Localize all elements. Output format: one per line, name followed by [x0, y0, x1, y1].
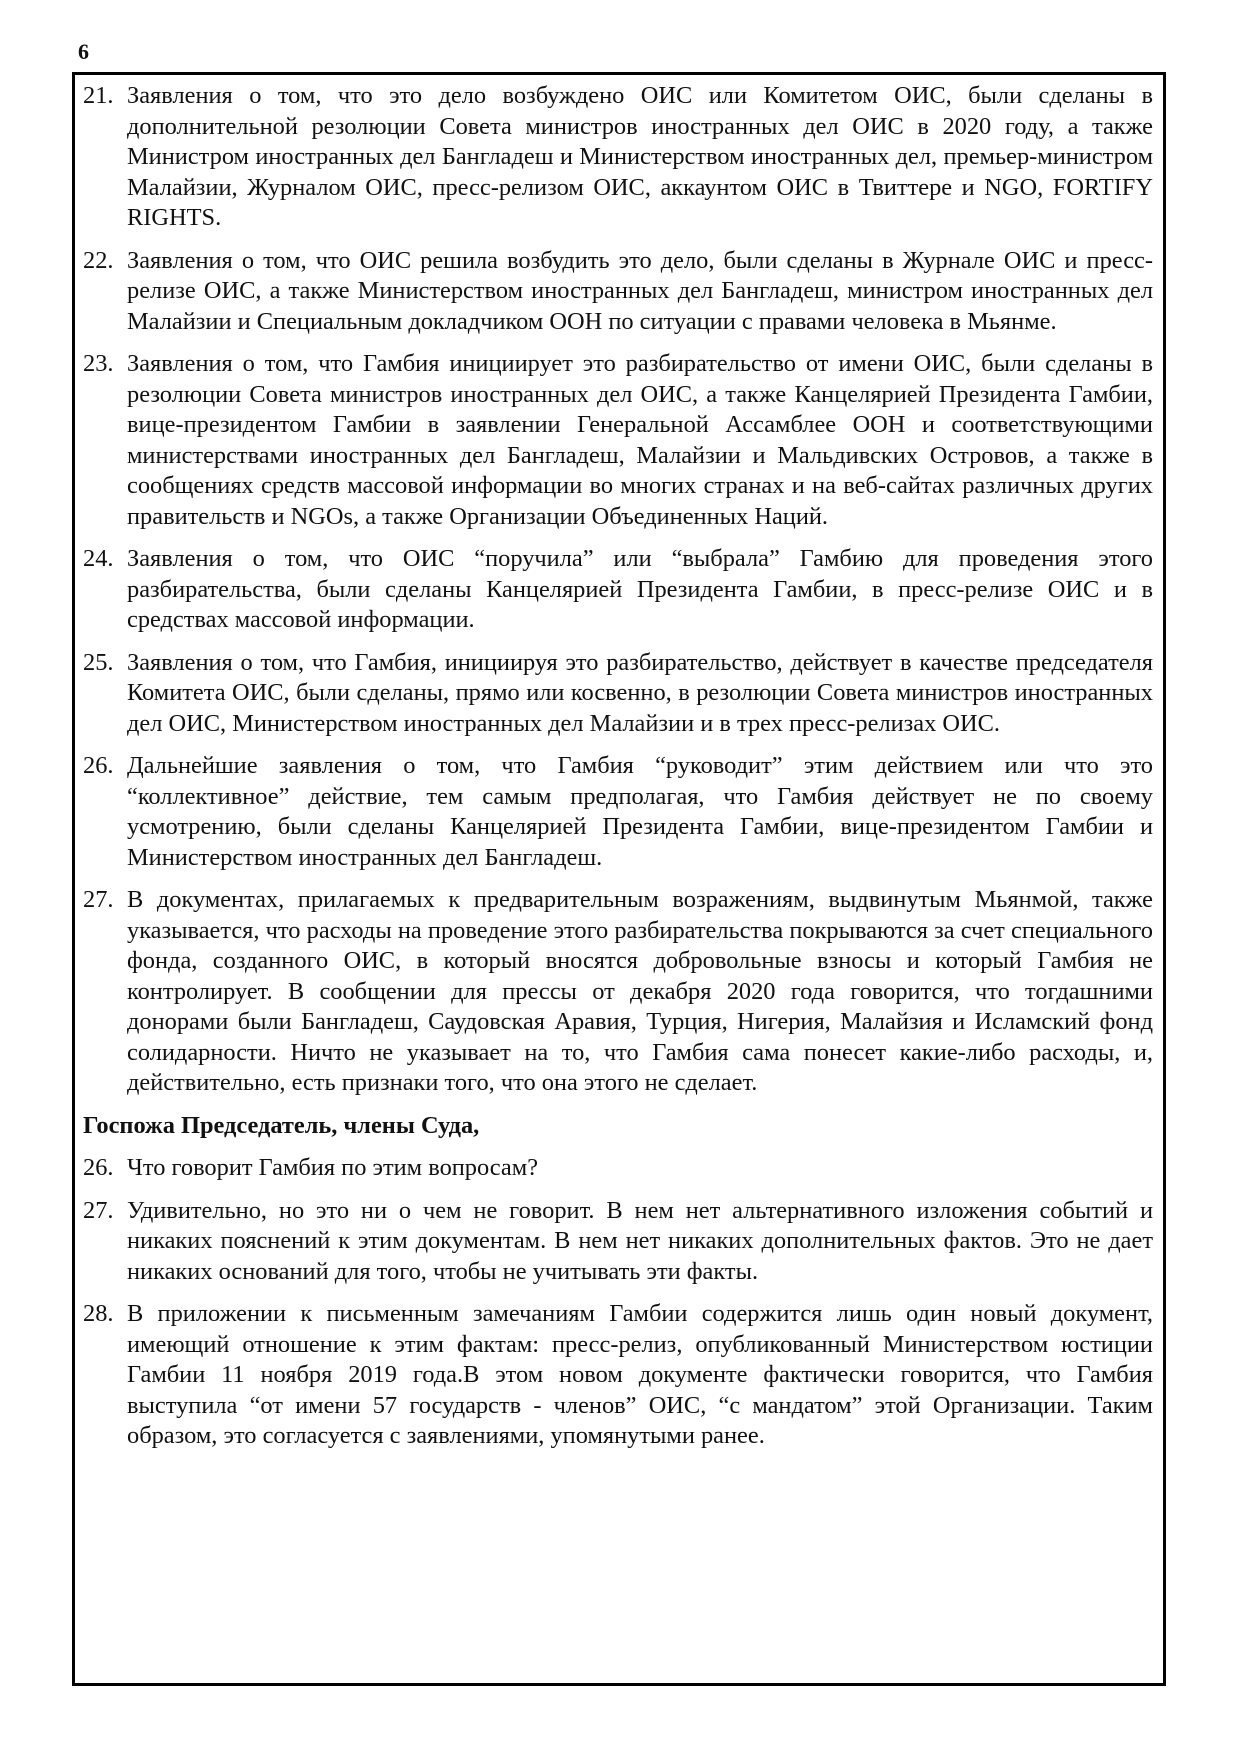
paragraph-number: 27. — [83, 886, 114, 913]
paragraph-number: 21. — [83, 82, 114, 109]
paragraph-text: Заявления о том, что ОИС “поручила” или “выбрала” Гамбию для проведения этого разбирательства, были сделаны Канцелярией Президента Гамбии, в пресс-релизе ОИС и в средствах массовой информации. — [127, 545, 1153, 633]
paragraph-text: Заявления о том, что Гамбия, инициируя это разбирательство, действует в качестве председателя Комитета ОИС, были сделаны, прямо или косвенно, в резолюции Совета министров иностранных дел ОИС, Министерством иностранных дел Малайзии и в трех пресс-релизах ОИС. — [127, 648, 1153, 737]
paragraph-26-second — [83, 1153, 1153, 1184]
paragraph-21 — [83, 81, 1153, 234]
paragraph-text: Что говорит Гамбия по этим вопросам? — [127, 1154, 539, 1181]
paragraph-text: Заявления о том, что это дело возбуждено ОИС или Комитетом ОИС, были сделаны в дополнительной резолюции Совета министров иностранных дел ОИС в 2020 году, а также Министром иностранных дел Бангладеш и Министерством иностранных дел, премьер-министром Малайзии, Журналом ОИС, пресс-релизом ОИС, аккаунтом ОИС в Твиттере и NGO, FORTIFY RIGHTS. — [127, 82, 1153, 231]
paragraph-text: Заявления о том, что ОИС решила возбудить это дело, были сделаны в Журнале ОИС и пресс-релизе ОИС, а также Министерством иностранных дел Бангладеш, министром иностранных дел Малайзии и Специальным докладчиком ООН по ситуации с правами человека в Мьянме. — [127, 246, 1153, 335]
paragraph-27 — [83, 885, 1153, 1099]
paragraph-number: 26. — [83, 752, 114, 779]
page-number: 6 — [78, 39, 89, 64]
paragraph-26 — [83, 751, 1153, 873]
paragraph-text: В приложении к письменным замечаниям Гамбии содержится лишь один новый документ, имеющий отношение к этим фактам: пресс-релиз, опубликованный Министерством юстиции Гамбии 11 ноября 2019 года.В этом новом документе фактически говорится, что Гамбия выступила “от имени 57 государств - членов” ОИС, “с мандатом” этой Организации. Таким образом, это согласуется с заявлениями, упомянутыми ранее. — [127, 1300, 1153, 1449]
paragraph-number: 22. — [83, 246, 114, 274]
paragraph-23 — [83, 349, 1153, 532]
paragraph-number: 27. — [83, 1196, 114, 1224]
paragraph-text: Удивительно, но это ни о чем не говорит. В нем нет альтернативного изложения событий и никаких пояснений к этим документам. В нем нет никаких дополнительных фактов. Это не дает никаких оснований для того, чтобы не учитывать эти факты. — [127, 1196, 1153, 1285]
paragraph-27-second — [83, 1196, 1153, 1288]
content-frame — [72, 72, 1166, 1686]
paragraph-28 — [83, 1299, 1153, 1452]
paragraph-number: 24. — [83, 545, 114, 572]
paragraph-text: Дальнейшие заявления о том, что Гамбия “руководит” этим действием или что это “коллективное” действие, тем самым предполагая, что Гамбия действует не по своему усмотрению, были сделаны Канцелярией Президента Гамбии, вице-президентом Гамбии и Министерством иностранных дел Бангладеш. — [127, 752, 1153, 871]
paragraph-number: 25. — [83, 648, 114, 676]
paragraph-number: 26. — [83, 1154, 114, 1181]
paragraph-number: 28. — [83, 1300, 114, 1327]
paragraph-number: 23. — [83, 350, 114, 377]
paragraph-25 — [83, 648, 1153, 740]
paragraph-22 — [83, 246, 1153, 338]
paragraph-text: Заявления о том, что Гамбия инициирует это разбирательство от имени ОИС, были сделаны в резолюции Совета министров иностранных дел ОИС, а также Канцелярией Президента Гамбии, вице-президентом Гамбии в заявлении Генеральной Ассамблее ООН и соответствующими министерствами иностранных дел Бангладеш, Малайзии и Мальдивских Островов, а также в сообщениях средств массовой информации во многих странах и на веб-сайтах различных других правительств и NGOs, а также Организации Объединенных Наций. — [127, 350, 1153, 530]
paragraph-24 — [83, 544, 1153, 636]
paragraph-text: В документах, прилагаемых к предварительным возражениям, выдвинутым Мьянмой, также указывается, что расходы на проведение этого разбирательства покрываются за счет специального фонда, созданного ОИС, в который вносятся добровольные взносы и который Гамбия не контролирует. В сообщении для прессы от декабря 2020 года говорится, что тогдашними донорами были Бангладеш, Саудовская Аравия, Турция, Нигерия, Малайзия и Исламский фонд солидарности. Ничто не указывает на то, что Гамбия сама понесет какие-либо расходы, и, действительно, есть признаки того, что она этого не сделает. — [127, 886, 1153, 1096]
address-heading: Госпожа Председатель, члены Суда, — [83, 1111, 480, 1139]
